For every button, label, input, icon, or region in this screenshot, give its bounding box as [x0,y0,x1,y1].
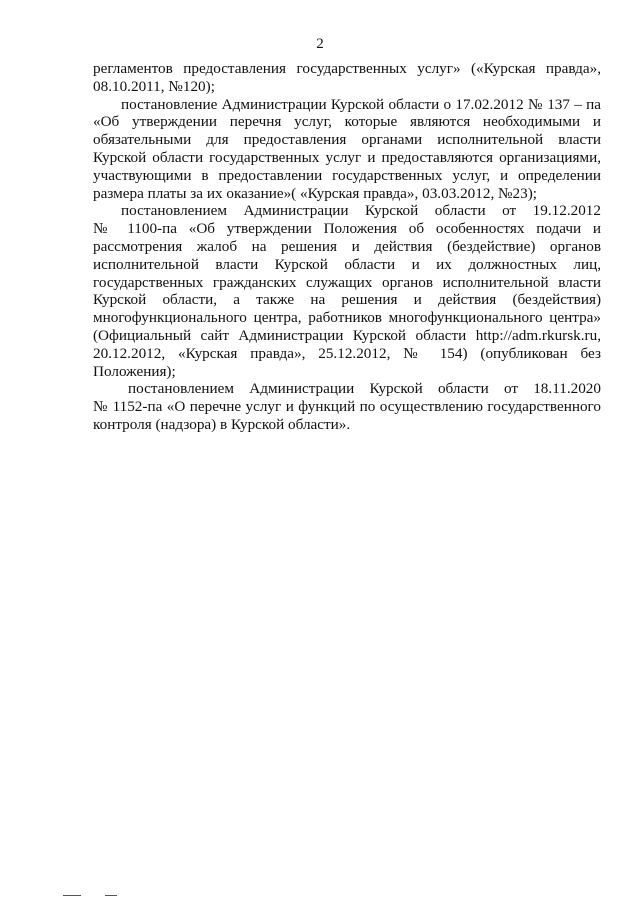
text-line: размера платы за их оказание»( «Курская правда», 03.03.2012, №23); [93,184,538,202]
text-line: участвующими в предоставлении государственных услуг, и определении [93,166,601,184]
text-line: (Официальный сайт Администрации Курской области http://adm.rkursk.ru, [93,326,601,344]
text-line: исполнительной власти Курской области и их должностных лиц, [93,255,601,273]
text-line: Курской области государственных услуг и предоставляются организациями, [93,148,601,166]
text-line: контроля (надзора) в Курской области». [93,415,351,433]
text-line: постановлением Администрации Курской области от 19.12.2012 [121,202,601,220]
paragraph-resolution-1100 [93,202,601,380]
text-line: Курской области, а также на решения и действия (бездействия) [93,291,601,309]
text-line: регламентов предоставления государственных услуг» («Курская правда», [93,60,601,77]
scan-artifact [63,895,81,896]
text-line: постановлением Администрации Курской области от 18.11.2020 [128,380,601,398]
paragraph-resolution-137 [93,96,601,203]
text-line: обязательными для предоставления органами исполнительной власти [93,131,601,149]
paragraph-resolution-1152 [93,380,601,433]
text-line: государственных гражданских служащих органов исполнительной власти [93,273,601,291]
scan-artifact [105,895,117,896]
page-number: 2 [316,36,324,52]
text-line: № 1152-па «О перечне услуг и функций по осуществлению государственного [93,398,601,416]
paragraph-regulations-continuation [93,60,601,96]
document-body [93,60,601,434]
text-line: Положения); [93,362,176,380]
text-line: многофункционального центра, работников многофункционального центра» [93,309,601,327]
text-line: постановление Администрации Курской области о 17.02.2012 № 137 – па [121,95,601,113]
text-line: 08.10.2011, №120); [93,77,215,95]
text-line: «Об утверждении перечня услуг, которые являются необходимыми и [93,113,601,131]
text-line: 20.12.2012, «Курская правда», 25.12.2012, № 154) (опубликован без [93,344,601,362]
text-line: № 1100-па «Об утверждении Положения об особенностях подачи и [93,220,601,238]
text-line: рассмотрения жалоб на решения и действия (бездействие) органов [93,237,601,255]
